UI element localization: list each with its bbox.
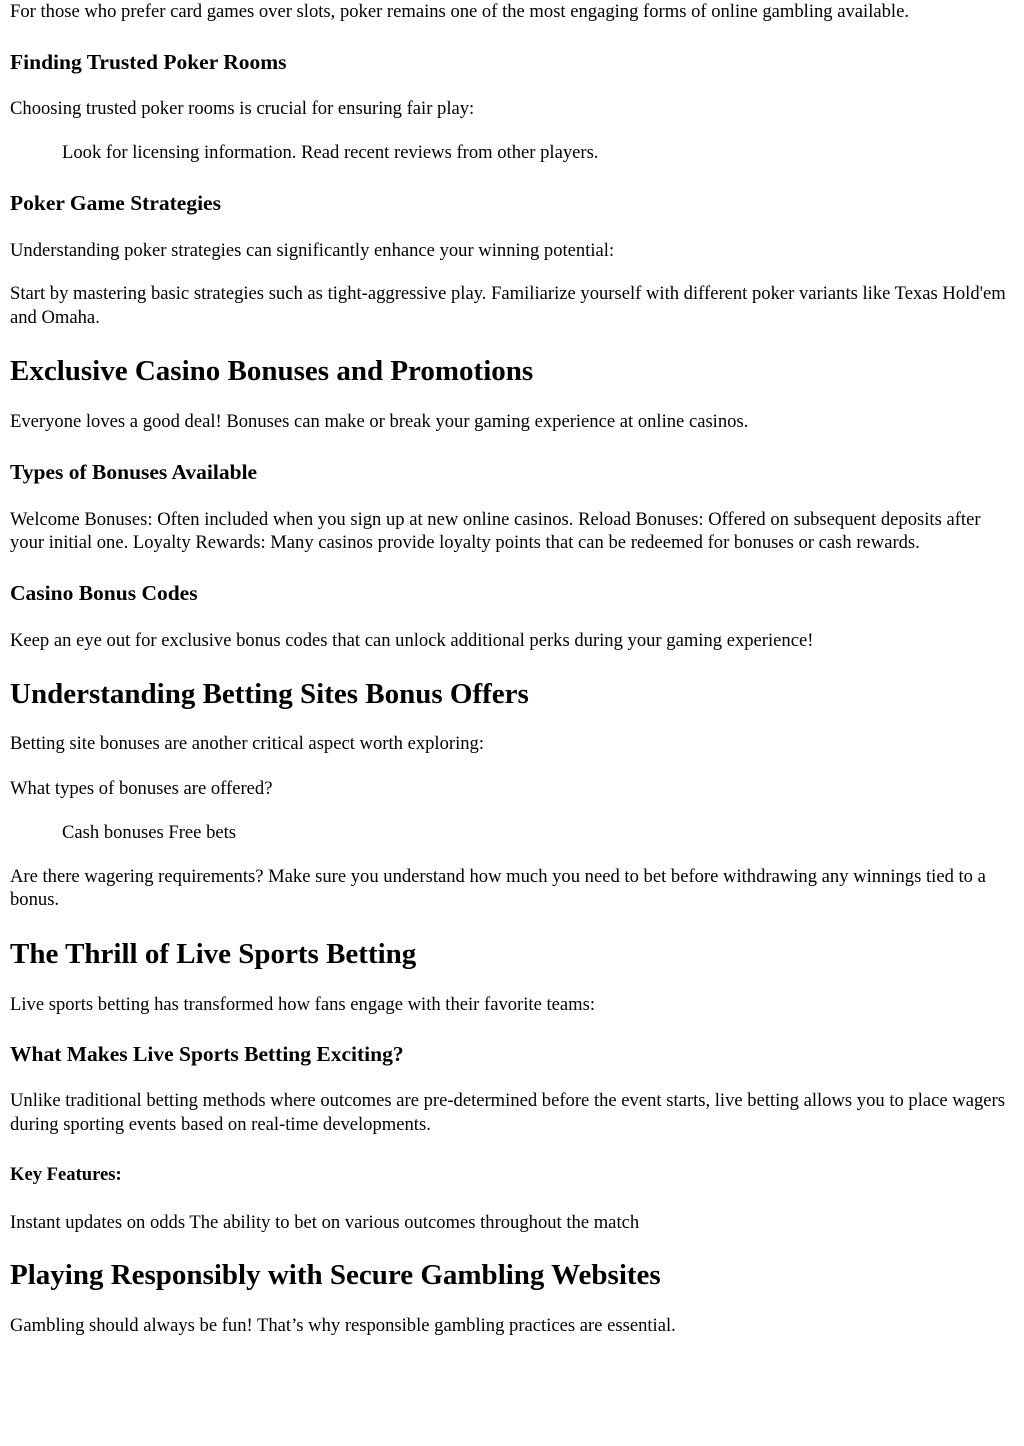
- poker-strategies-paragraph-2: Start by mastering basic strategies such as tight-aggressive play. Familiarize yourself with different poker variants like Texas Hold'em and Omaha.: [10, 283, 1006, 328]
- betting-offers-heading: Understanding Betting Sites Bonus Offers: [10, 678, 529, 710]
- live-betting-exciting-heading: What Makes Live Sports Betting Exciting?: [10, 1042, 404, 1066]
- poker-rooms-quote: Look for licensing information. Read recent reviews from other players.: [62, 142, 599, 163]
- betting-offers-question: What types of bonuses are offered?: [10, 777, 273, 799]
- bonus-types-heading: Types of Bonuses Available: [10, 459, 258, 484]
- bonus-types-paragraph: Welcome Bonuses: Often included when you sign up at new online casinos. Reload Bonuses: Offered on subsequent deposits after your initial one. Loyalty Rewards: Many casinos provide loyalty points that can be redeemed for bonuses or cash rewards.: [10, 508, 981, 553]
- live-betting-paragraph: Live sports betting has transformed how fans engage with their favorite teams:: [10, 993, 596, 1015]
- key-features-heading: Key Features:: [10, 1164, 122, 1185]
- bonus-codes-heading: Casino Bonus Codes: [10, 580, 198, 605]
- casino-bonuses-paragraph: Everyone loves a good deal! Bonuses can make or break your gaming experience at online casinos.: [10, 411, 749, 432]
- poker-strategies-heading: Poker Game Strategies: [10, 190, 221, 215]
- live-betting-exciting-paragraph: Unlike traditional betting methods where outcomes are pre-determined before the event starts, live betting allows you to place wagers during sporting events based on real-time developments.: [10, 1090, 1005, 1135]
- casino-bonuses-heading: Exclusive Casino Bonuses and Promotions: [10, 355, 534, 387]
- betting-offers-paragraph: Betting site bonuses are another critical aspect worth exploring:: [10, 733, 484, 754]
- responsible-paragraph: Gambling should always be fun! That’s why responsible gambling practices are essential.: [10, 1314, 676, 1336]
- key-features-paragraph: Instant updates on odds The ability to bet on various outcomes throughout the match: [10, 1212, 640, 1233]
- wagering-paragraph: Are there wagering requirements? Make sure you understand how much you need to bet before withdrawing any winnings tied to a bonus.: [10, 865, 986, 910]
- live-betting-heading: The Thrill of Live Sports Betting: [10, 937, 417, 970]
- intro-paragraph: For those who prefer card games over slots, poker remains one of the most engaging forms of online gambling available.: [10, 1, 909, 22]
- bonus-codes-paragraph: Keep an eye out for exclusive bonus codes that can unlock additional perks during your gaming experience!: [10, 629, 814, 651]
- betting-offers-quote: Cash bonuses Free bets: [62, 822, 237, 843]
- poker-rooms-heading: Finding Trusted Poker Rooms: [10, 49, 287, 74]
- poker-strategies-paragraph-1: Understanding poker strategies can significantly enhance your winning potential:: [10, 239, 615, 261]
- poker-rooms-paragraph: Choosing trusted poker rooms is crucial for ensuring fair play:: [10, 97, 475, 119]
- responsible-heading: Playing Responsibly with Secure Gambling Websites: [10, 1258, 661, 1291]
